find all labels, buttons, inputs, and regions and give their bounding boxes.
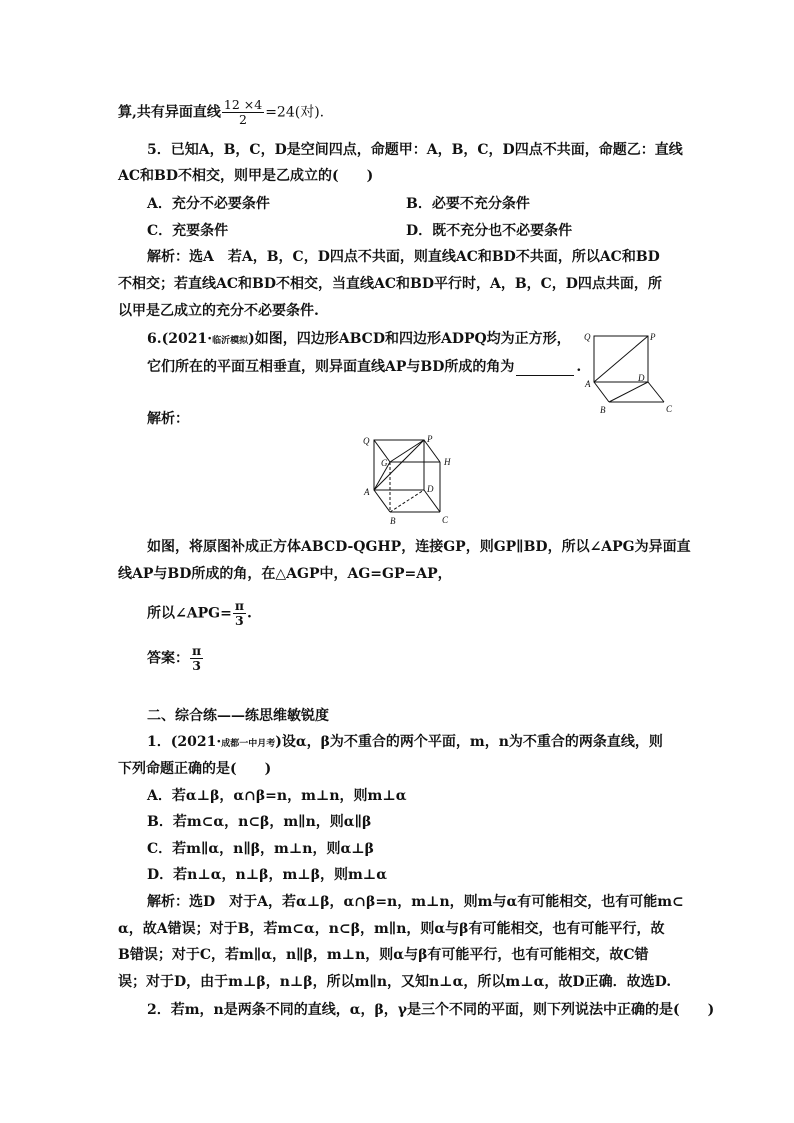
p1-solution-1: 解析：选D 对于A，若α⊥β，α∩β=n，m⊥n，则m与α有可能相交，也有可能m⊂ xyxy=(147,894,684,910)
p2-line: 2．若m，n是两条不同的直线，α，β，γ是三个不同的平面，则下列说法中正确的是( ) xyxy=(147,1002,715,1018)
q6-answer xyxy=(147,644,204,673)
figure-cube-diagram xyxy=(360,432,460,530)
q5-option-a: A．充分不必要条件 xyxy=(147,196,270,212)
label-b: B xyxy=(390,516,396,526)
label-a: A xyxy=(585,379,591,389)
figure-square-diagram xyxy=(580,328,680,420)
q5-option-c: C．充要条件 xyxy=(147,223,229,239)
fraction xyxy=(222,98,264,127)
fraction-denominator: 3 xyxy=(192,658,201,673)
edge-cd xyxy=(648,382,664,402)
text-prefix: 算,共有异面直线 xyxy=(118,104,221,121)
p1-number: 1．(2021· xyxy=(147,734,222,750)
q6-period: . xyxy=(576,359,582,375)
label-p: P xyxy=(427,434,433,444)
label-d: D xyxy=(638,373,645,383)
q6-source: 临沂模拟 xyxy=(212,336,249,346)
q5-solution-1: 解析：选A 若A，B，C，D四点不共面，则直线AC和BD不共面，所以AC和BD xyxy=(147,249,660,265)
fraction-pi-over-3 xyxy=(233,599,246,628)
q6-body-1: 如图，将原图补成正方体ABCD-QGHP，连接GP，则GP∥BD，所以∠APG为异面直 xyxy=(147,539,691,555)
p1-line2: 下列命题正确的是( ) xyxy=(118,761,272,777)
q5-solution-3: 以甲是乙成立的充分不必要条件. xyxy=(118,303,319,319)
p1-line1 xyxy=(147,733,663,753)
p1-solution-4: 误；对于D，由于m⊥β，n⊥β，所以m∥n，又知n⊥α，所以m⊥α，故D正确．故选D. xyxy=(118,974,672,990)
p1-source: 成都一中月考 xyxy=(221,739,276,749)
q5-line1: 5．已知A，B，C，D是空间四点，命题甲：A，B，C，D四点不共面，命题乙：直线 xyxy=(147,142,683,158)
diagonal-bd xyxy=(609,382,648,402)
line-bd xyxy=(390,490,424,512)
q6-text2: 它们所在的平面互相垂直，则异面直线AP与BD所成的角为 xyxy=(147,359,515,375)
label-g: G xyxy=(381,458,388,468)
q5-option-d: D．既不充分也不必要条件 xyxy=(406,223,573,239)
label-c: C xyxy=(666,404,673,414)
fraction-numerator: π xyxy=(234,598,244,613)
text-suffix: =24(对). xyxy=(265,104,325,121)
fraction-numerator: 12 ×4 xyxy=(223,97,263,112)
p1-option-c: C．若m∥α，n∥β，m⊥n，则α⊥β xyxy=(147,841,374,857)
q6-number: 6.(2021· xyxy=(147,331,213,347)
fraction-line xyxy=(118,98,324,127)
p1-option-b: B．若m⊂α，n⊂β，m∥n，则α∥β xyxy=(147,814,372,830)
answer-blank xyxy=(516,361,574,376)
label-c: C xyxy=(442,515,449,525)
p1-solution-3: B错误；对于C，若m∥α，n∥β，m⊥n，则α与β有可能平行，也有可能相交，故C错 xyxy=(118,947,649,963)
label-b: B xyxy=(600,405,606,415)
edge-ab xyxy=(594,382,609,402)
q5-solution-2: 不相交；若直线AC和BD不相交，当直线AC和BD平行时，A，B，C，D四点共面，所 xyxy=(118,276,662,292)
fraction-numerator: π xyxy=(192,643,202,658)
answer-label: 答案： xyxy=(147,650,189,667)
q5-line2: AC和BD不相交，则甲是乙成立的( ) xyxy=(118,168,374,184)
answer-fraction xyxy=(190,644,203,673)
label-a: A xyxy=(364,487,370,497)
label-p: P xyxy=(650,332,656,342)
p1-text1: )设α，β为不重合的两个平面，m，n为不重合的两条直线，则 xyxy=(275,734,663,750)
p1-option-d: D．若n⊥α，n⊥β，m⊥β，则m⊥α xyxy=(147,867,388,883)
label-d: D xyxy=(427,484,434,494)
p1-solution-2: α，故A错误；对于B，若m⊂α，n⊂β，m∥n，则α与β有可能相交，也有可能平行，故 xyxy=(118,921,665,937)
q6-body3-prefix: 所以∠APG= xyxy=(147,605,232,622)
p1-option-a: A．若α⊥β，α∩β=n，m⊥n，则m⊥α xyxy=(147,788,407,804)
q6-body-2: 线AP与BD所成的角，在△AGP中，AG=GP=AP， xyxy=(118,566,452,582)
section-heading: 二、综合练——练思维敏锐度 xyxy=(147,708,329,724)
line-gp xyxy=(390,440,424,462)
fraction-denominator: 2 xyxy=(239,112,247,127)
q5-option-b: B．必要不充分条件 xyxy=(406,196,530,212)
q6-line2 xyxy=(147,358,581,376)
q6-line1 xyxy=(147,330,571,350)
label-q: Q xyxy=(363,436,370,446)
q6-text1: )如图，四边形ABCD和四边形ADPQ均为正方形， xyxy=(248,331,571,347)
q6-body-3 xyxy=(147,599,252,628)
fraction-denominator: 3 xyxy=(235,613,244,628)
label-q: Q xyxy=(584,332,591,342)
label-h: H xyxy=(444,457,451,467)
q6-body3-suffix: . xyxy=(246,605,252,622)
q6-analysis-label: 解析： xyxy=(147,411,189,427)
